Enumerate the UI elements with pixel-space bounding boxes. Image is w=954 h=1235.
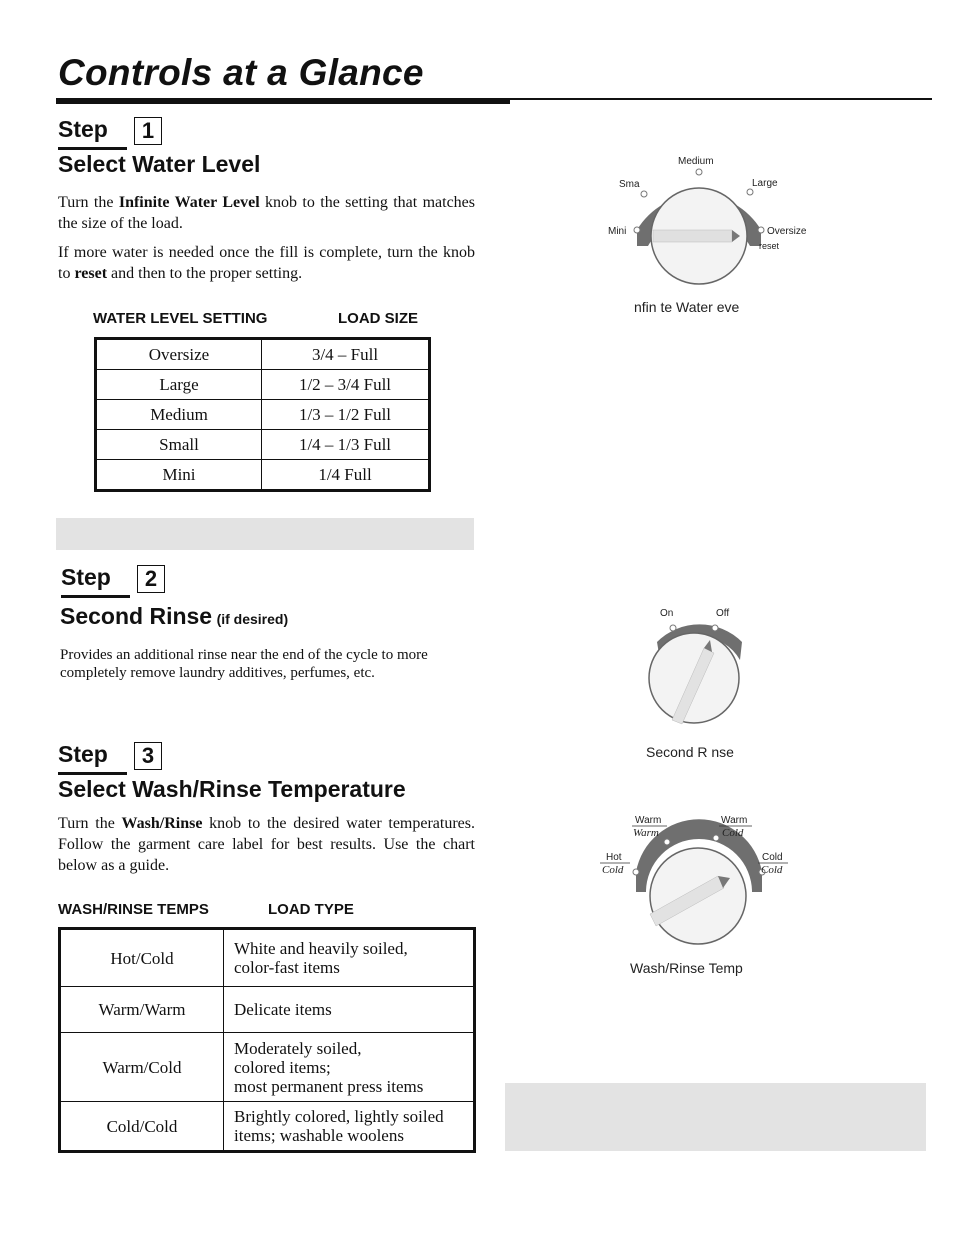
table-row [96, 370, 430, 400]
load-size-cell: 1/4 – 1/3 Full [262, 430, 430, 460]
large-tick [747, 189, 753, 195]
step-1-underline [58, 147, 127, 150]
warm-warm-tick [664, 839, 670, 845]
load-type-column-header: LOAD TYPE [268, 901, 354, 918]
knob-label-large: Large [752, 178, 778, 189]
knob-label-small: Sma [619, 179, 640, 190]
knob-label-warm-warm-top: Warm [635, 815, 662, 826]
load-type-cell [224, 929, 475, 987]
wash-rinse-knob-caption: Wash/Rinse Temp [630, 960, 743, 976]
knob-label-oversize: Oversize [767, 226, 807, 237]
knob-label-cold-cold-top: Cold [762, 852, 783, 863]
step-3-number: 3 [134, 742, 162, 770]
load-type-cell [224, 987, 475, 1033]
water-level-table [94, 337, 431, 492]
water-level-knob-caption: nfin te Water eve [634, 299, 740, 315]
load-type-cell [224, 1033, 475, 1102]
water-level-knob-pointer-bar [653, 230, 732, 242]
load-size-cell: 1/4 Full [262, 460, 430, 491]
table-row [96, 460, 430, 491]
knob-label-cold-cold-bottom: Cold [761, 864, 783, 876]
temp-cell: Warm/Warm [60, 987, 224, 1033]
load-type-line: Delicate items [234, 1000, 332, 1019]
knob-label-warm-warm-bottom: Warm [633, 827, 659, 839]
step-1-heading: Select Water Level [58, 151, 261, 177]
water-level-cell: Medium [96, 400, 262, 430]
small-tick [641, 191, 647, 197]
knob-label-medium: Medium [678, 156, 714, 167]
water-level-cell: Oversize [96, 339, 262, 370]
water-level-column-header: WATER LEVEL SETTING [93, 310, 268, 327]
step-1-paragraph-1: Turn the Infinite Water Level knob to the setting that matches the size of the load. [58, 194, 476, 232]
table-row [60, 987, 475, 1033]
wash-rinse-temps-column-header: WASH/RINSE TEMPS [58, 901, 209, 918]
knob-label-on: On [660, 608, 674, 619]
wash-rinse-knob[interactable] [590, 810, 810, 985]
temp-cell: Hot/Cold [60, 929, 224, 987]
gray-note-box-2 [505, 1083, 926, 1151]
load-type-line: colored items; [234, 1057, 331, 1077]
knob-label-hot-cold-top: Hot [606, 852, 622, 863]
title-rule-thick [56, 98, 510, 104]
water-level-cell: Large [96, 370, 262, 400]
step-3-heading: Select Wash/Rinse Temperature [58, 776, 406, 802]
step-2-heading: Second Rinse (if desired) [60, 603, 289, 629]
load-type-line: most permanent press items [234, 1076, 424, 1096]
mini-tick [634, 227, 640, 233]
step-2-underline [61, 595, 130, 598]
wash-rinse-table [58, 927, 476, 1153]
knob-label-reset: reset [759, 241, 780, 251]
gray-note-box-1 [56, 518, 474, 550]
water-level-cell: Small [96, 430, 262, 460]
load-type-line: Brightly colored, lightly soiled [234, 1107, 444, 1126]
step-2-number: 2 [137, 565, 165, 593]
load-type-line: items; washable woolens [234, 1126, 404, 1145]
load-type-line: color-fast items [234, 958, 340, 977]
temp-cell: Warm/Cold [60, 1033, 224, 1102]
table-row [60, 1102, 475, 1152]
on-tick [670, 625, 676, 631]
hot-cold-tick [633, 869, 639, 875]
load-size-column-header: LOAD SIZE [338, 310, 419, 327]
step-3-paragraph: Turn the Wash/Rinse knob to the desired water temperatures. Follow the garment care label for best results. Use the chart below as a guide. [58, 815, 475, 874]
load-type-cell [224, 1102, 475, 1152]
load-size-cell: 1/3 – 1/2 Full [262, 400, 430, 430]
load-size-cell: 3/4 – Full [262, 339, 430, 370]
knob-label-hot-cold-bottom: Cold [602, 864, 624, 876]
second-rinse-knob-caption: Second R nse [646, 744, 734, 760]
step-1-number: 1 [134, 117, 162, 145]
knob-label-mini: Mini [608, 226, 627, 237]
table-row [60, 929, 475, 987]
temp-cell: Cold/Cold [60, 1102, 224, 1152]
step-2-paragraph: Provides an additional rinse near the end of the cycle to more completely remove laundry additives, perfumes, etc. [60, 647, 428, 681]
knob-label-off: Off [716, 608, 730, 619]
load-type-line: White and heavily soiled, [234, 939, 408, 958]
second-rinse-knob[interactable] [620, 600, 790, 770]
table-row [60, 1033, 475, 1102]
step-1-paragraph-2: If more water is needed once the fill is complete, turn the knob to reset and then to the proper setting. [58, 244, 475, 282]
table-row [96, 339, 430, 370]
medium-tick [696, 169, 702, 175]
title-rule-thin [510, 98, 932, 100]
table-row [96, 430, 430, 460]
load-size-cell: 1/2 – 3/4 Full [262, 370, 430, 400]
load-type-line: Moderately soiled, [234, 1038, 362, 1058]
water-level-cell: Mini [96, 460, 262, 491]
step-2-label: Step [61, 564, 111, 590]
page-title: Controls at a Glance [58, 52, 424, 93]
step-3-label: Step [58, 741, 108, 767]
warm-cold-tick [713, 835, 719, 841]
knob-label-warm-cold-top: Warm [721, 815, 748, 826]
knob-label-warm-cold-bottom: Cold [722, 827, 744, 839]
step-2-heading-note: (if desired) [216, 611, 289, 627]
water-level-knob[interactable] [600, 150, 830, 320]
off-tick [712, 625, 718, 631]
step-3-underline [58, 772, 127, 775]
step-1-label: Step [58, 116, 108, 142]
oversize-tick [758, 227, 764, 233]
table-row [96, 400, 430, 430]
